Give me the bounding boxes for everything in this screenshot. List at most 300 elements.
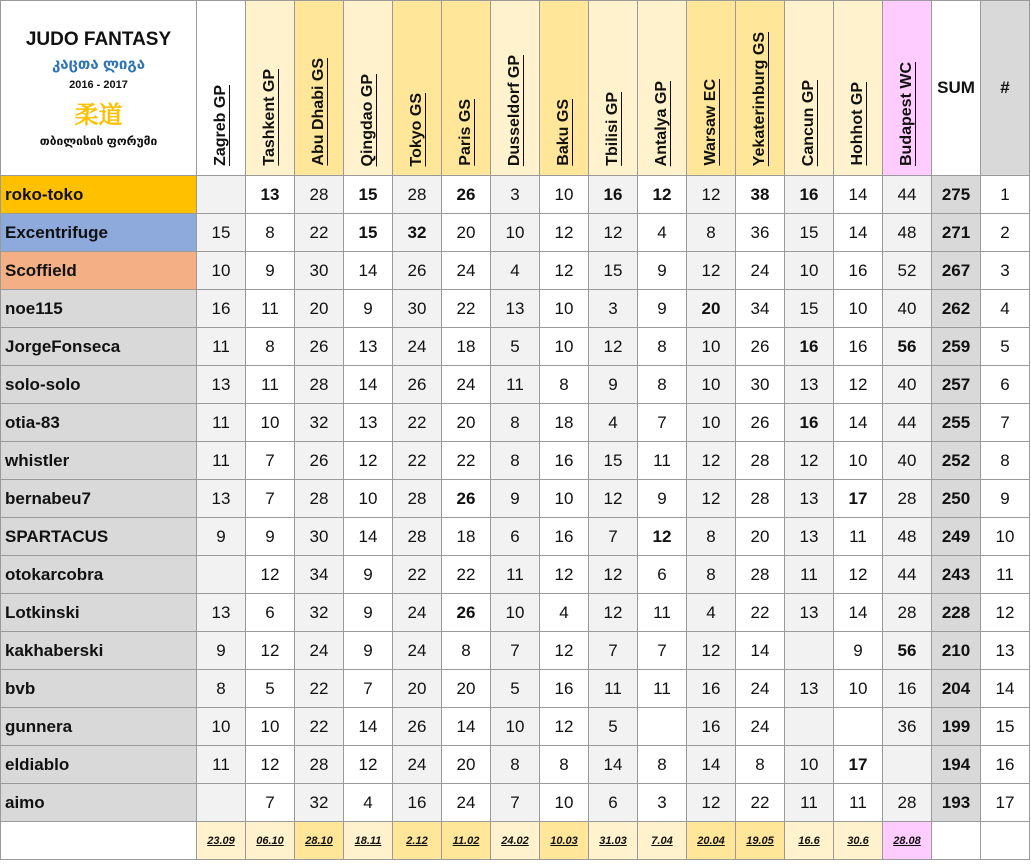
forum-label: თბილისის ფორუმი xyxy=(39,133,158,148)
score-cell: 10 xyxy=(785,252,834,290)
score-cell: 10 xyxy=(834,290,883,328)
score-cell: 9 xyxy=(638,480,687,518)
score-cell: 14 xyxy=(589,746,638,784)
score-cell: 14 xyxy=(344,708,393,746)
score-cell: 44 xyxy=(883,556,932,594)
score-cell: 10 xyxy=(540,176,589,214)
rank-cell: 17 xyxy=(981,784,1030,822)
table-row xyxy=(1,746,1030,784)
event-date: 16.6 xyxy=(785,822,834,860)
sum-cell: 243 xyxy=(932,556,981,594)
score-cell: 12 xyxy=(687,632,736,670)
score-cell: 28 xyxy=(736,556,785,594)
score-cell: 8 xyxy=(638,366,687,404)
score-cell: 16 xyxy=(540,670,589,708)
event-name: Cancun GP xyxy=(800,79,817,166)
score-cell: 30 xyxy=(736,366,785,404)
score-cell: 48 xyxy=(883,214,932,252)
score-cell: 7 xyxy=(589,632,638,670)
score-cell: 26 xyxy=(442,594,491,632)
event-header-5 xyxy=(442,1,491,176)
score-cell: 9 xyxy=(344,556,393,594)
score-cell: 6 xyxy=(589,784,638,822)
event-date: 28.08 xyxy=(883,822,932,860)
score-cell xyxy=(197,556,246,594)
score-cell: 7 xyxy=(638,632,687,670)
score-cell: 13 xyxy=(785,594,834,632)
score-cell xyxy=(785,708,834,746)
score-cell: 40 xyxy=(883,290,932,328)
score-cell: 10 xyxy=(246,404,295,442)
score-cell: 12 xyxy=(246,632,295,670)
score-cell: 9 xyxy=(491,480,540,518)
event-header-6 xyxy=(491,1,540,176)
event-header-7 xyxy=(540,1,589,176)
score-cell: 8 xyxy=(687,214,736,252)
score-cell: 26 xyxy=(442,480,491,518)
rank-cell: 10 xyxy=(981,518,1030,556)
table-row xyxy=(1,328,1030,366)
event-name: Budapest WC xyxy=(898,62,915,166)
score-cell: 14 xyxy=(834,214,883,252)
score-cell: 7 xyxy=(491,784,540,822)
sum-cell: 228 xyxy=(932,594,981,632)
sum-cell: 250 xyxy=(932,480,981,518)
score-cell: 14 xyxy=(344,366,393,404)
score-cell: 12 xyxy=(589,594,638,632)
score-cell: 32 xyxy=(295,594,344,632)
score-cell: 26 xyxy=(442,176,491,214)
player-name: noe115 xyxy=(1,290,197,328)
score-cell: 36 xyxy=(736,214,785,252)
player-name: eldiablo xyxy=(1,746,197,784)
score-cell: 4 xyxy=(344,784,393,822)
player-name: aimo xyxy=(1,784,197,822)
rank-cell: 2 xyxy=(981,214,1030,252)
score-cell: 11 xyxy=(491,556,540,594)
event-header-3 xyxy=(344,1,393,176)
score-cell: 10 xyxy=(246,708,295,746)
score-cell: 9 xyxy=(589,366,638,404)
score-cell: 11 xyxy=(197,328,246,366)
score-cell: 12 xyxy=(785,442,834,480)
score-cell: 40 xyxy=(883,442,932,480)
score-cell: 12 xyxy=(540,252,589,290)
score-cell: 11 xyxy=(638,670,687,708)
score-cell: 13 xyxy=(785,366,834,404)
table-row xyxy=(1,176,1030,214)
title-cell xyxy=(1,1,197,176)
score-cell: 26 xyxy=(736,328,785,366)
player-name: JorgeFonseca xyxy=(1,328,197,366)
event-header-13 xyxy=(834,1,883,176)
score-cell: 28 xyxy=(736,442,785,480)
score-cell: 26 xyxy=(295,328,344,366)
event-header-8 xyxy=(589,1,638,176)
player-name: Scoffield xyxy=(1,252,197,290)
score-cell: 9 xyxy=(246,518,295,556)
rank-header: # xyxy=(981,1,1030,176)
score-cell: 13 xyxy=(785,670,834,708)
score-cell: 12 xyxy=(540,708,589,746)
sum-cell: 194 xyxy=(932,746,981,784)
score-cell xyxy=(638,708,687,746)
score-cell: 7 xyxy=(589,518,638,556)
score-cell: 12 xyxy=(589,328,638,366)
table-row xyxy=(1,708,1030,746)
rank-cell: 8 xyxy=(981,442,1030,480)
player-name: SPARTACUS xyxy=(1,518,197,556)
sum-cell: 262 xyxy=(932,290,981,328)
score-cell: 20 xyxy=(442,746,491,784)
score-cell: 52 xyxy=(883,252,932,290)
event-name: Dusseldorf GP xyxy=(506,54,523,166)
event-header-14 xyxy=(883,1,932,176)
event-date: 28.10 xyxy=(295,822,344,860)
score-cell: 12 xyxy=(540,632,589,670)
score-cell: 16 xyxy=(540,518,589,556)
score-cell: 28 xyxy=(295,176,344,214)
score-cell: 12 xyxy=(589,214,638,252)
event-date: 20.04 xyxy=(687,822,736,860)
score-cell: 7 xyxy=(638,404,687,442)
score-cell: 32 xyxy=(295,404,344,442)
score-cell: 8 xyxy=(197,670,246,708)
score-cell: 10 xyxy=(834,670,883,708)
score-cell: 11 xyxy=(197,442,246,480)
score-cell: 16 xyxy=(883,670,932,708)
table-row xyxy=(1,366,1030,404)
score-cell: 5 xyxy=(246,670,295,708)
score-cell: 14 xyxy=(736,632,785,670)
score-cell: 24 xyxy=(295,632,344,670)
score-cell: 15 xyxy=(589,252,638,290)
event-header-0 xyxy=(197,1,246,176)
score-cell xyxy=(197,176,246,214)
score-cell: 22 xyxy=(442,556,491,594)
score-cell: 9 xyxy=(344,290,393,328)
event-name: Tashkent GP xyxy=(261,69,278,166)
score-cell: 11 xyxy=(197,404,246,442)
score-cell: 16 xyxy=(834,252,883,290)
score-cell: 8 xyxy=(687,556,736,594)
score-cell: 22 xyxy=(393,404,442,442)
score-cell: 24 xyxy=(393,328,442,366)
score-cell: 12 xyxy=(540,214,589,252)
score-cell: 5 xyxy=(491,670,540,708)
score-cell: 5 xyxy=(589,708,638,746)
score-cell: 8 xyxy=(736,746,785,784)
event-date: 18.11 xyxy=(344,822,393,860)
player-name: whistler xyxy=(1,442,197,480)
score-cell: 28 xyxy=(393,480,442,518)
player-name: otokarcobra xyxy=(1,556,197,594)
score-cell: 3 xyxy=(589,290,638,328)
score-cell: 10 xyxy=(491,594,540,632)
sum-cell: 271 xyxy=(932,214,981,252)
score-cell xyxy=(883,746,932,784)
score-cell: 28 xyxy=(736,480,785,518)
score-cell: 20 xyxy=(442,670,491,708)
score-cell: 22 xyxy=(295,214,344,252)
event-name: Qingdao GP xyxy=(359,73,376,166)
score-cell: 9 xyxy=(638,252,687,290)
score-cell: 8 xyxy=(442,632,491,670)
table-row xyxy=(1,632,1030,670)
score-cell: 13 xyxy=(491,290,540,328)
score-cell: 13 xyxy=(246,176,295,214)
score-cell: 24 xyxy=(393,746,442,784)
score-cell: 10 xyxy=(785,746,834,784)
table-row xyxy=(1,784,1030,822)
score-cell: 28 xyxy=(883,594,932,632)
score-cell: 11 xyxy=(197,746,246,784)
score-cell: 26 xyxy=(393,708,442,746)
score-cell: 18 xyxy=(442,328,491,366)
score-cell: 13 xyxy=(197,366,246,404)
score-cell: 10 xyxy=(834,442,883,480)
score-cell: 3 xyxy=(638,784,687,822)
score-cell: 18 xyxy=(540,404,589,442)
score-cell: 14 xyxy=(834,594,883,632)
rank-cell: 14 xyxy=(981,670,1030,708)
score-cell: 12 xyxy=(687,252,736,290)
sum-cell: 267 xyxy=(932,252,981,290)
score-cell: 34 xyxy=(295,556,344,594)
score-cell: 24 xyxy=(736,670,785,708)
score-cell: 48 xyxy=(883,518,932,556)
score-cell: 11 xyxy=(834,518,883,556)
judo-kanji: 柔道 xyxy=(74,101,123,129)
score-cell: 8 xyxy=(638,746,687,784)
score-cell: 20 xyxy=(687,290,736,328)
score-cell: 4 xyxy=(540,594,589,632)
event-header-10 xyxy=(687,1,736,176)
event-header-1 xyxy=(246,1,295,176)
event-date: 7.04 xyxy=(638,822,687,860)
header-row xyxy=(1,1,1030,176)
score-cell: 6 xyxy=(491,518,540,556)
score-cell: 24 xyxy=(393,632,442,670)
sum-cell: 204 xyxy=(932,670,981,708)
score-cell: 16 xyxy=(589,176,638,214)
score-cell: 26 xyxy=(295,442,344,480)
score-cell: 6 xyxy=(246,594,295,632)
score-cell: 14 xyxy=(834,176,883,214)
score-cell: 32 xyxy=(295,784,344,822)
table-row xyxy=(1,480,1030,518)
sum-cell: 193 xyxy=(932,784,981,822)
table-row xyxy=(1,670,1030,708)
score-cell: 4 xyxy=(687,594,736,632)
event-header-4 xyxy=(393,1,442,176)
score-cell: 11 xyxy=(638,594,687,632)
event-date: 31.03 xyxy=(589,822,638,860)
score-cell: 12 xyxy=(246,746,295,784)
dates-row xyxy=(1,822,1030,860)
table-row xyxy=(1,556,1030,594)
rank-footer-spacer xyxy=(981,822,1030,860)
score-cell: 9 xyxy=(197,518,246,556)
event-name: Paris GS xyxy=(457,99,474,166)
score-cell: 4 xyxy=(491,252,540,290)
score-cell: 10 xyxy=(491,708,540,746)
score-cell: 11 xyxy=(834,784,883,822)
rank-cell: 11 xyxy=(981,556,1030,594)
player-name: gunnera xyxy=(1,708,197,746)
score-cell: 28 xyxy=(393,176,442,214)
score-cell: 30 xyxy=(295,518,344,556)
table-row xyxy=(1,442,1030,480)
sum-cell: 199 xyxy=(932,708,981,746)
score-cell: 8 xyxy=(540,366,589,404)
table-row xyxy=(1,290,1030,328)
score-cell: 22 xyxy=(736,784,785,822)
app-title: JUDO FANTASY xyxy=(25,28,172,50)
score-cell: 6 xyxy=(638,556,687,594)
score-cell: 4 xyxy=(589,404,638,442)
score-cell: 22 xyxy=(442,442,491,480)
score-cell: 12 xyxy=(540,556,589,594)
score-cell: 10 xyxy=(540,784,589,822)
event-date: 06.10 xyxy=(246,822,295,860)
score-cell: 11 xyxy=(638,442,687,480)
score-cell: 32 xyxy=(393,214,442,252)
event-name: Warsaw EC xyxy=(702,79,719,166)
table-row xyxy=(1,252,1030,290)
score-cell: 3 xyxy=(491,176,540,214)
score-cell: 16 xyxy=(540,442,589,480)
score-cell: 10 xyxy=(540,328,589,366)
score-cell: 7 xyxy=(491,632,540,670)
score-cell: 14 xyxy=(442,708,491,746)
event-header-11 xyxy=(736,1,785,176)
event-date: 30.6 xyxy=(834,822,883,860)
score-cell: 12 xyxy=(638,176,687,214)
score-cell: 9 xyxy=(197,632,246,670)
score-cell: 14 xyxy=(344,252,393,290)
event-name: Tbilisi GP xyxy=(604,92,621,166)
score-cell: 14 xyxy=(834,404,883,442)
score-cell: 8 xyxy=(491,746,540,784)
score-cell xyxy=(197,784,246,822)
score-cell: 20 xyxy=(442,214,491,252)
score-cell: 56 xyxy=(883,328,932,366)
player-name: bernabeu7 xyxy=(1,480,197,518)
score-cell: 8 xyxy=(638,328,687,366)
event-date: 10.03 xyxy=(540,822,589,860)
event-date: 2.12 xyxy=(393,822,442,860)
score-cell: 15 xyxy=(344,214,393,252)
event-header-12 xyxy=(785,1,834,176)
rank-cell: 16 xyxy=(981,746,1030,784)
score-cell: 12 xyxy=(687,480,736,518)
event-name: Antalya GP xyxy=(653,80,670,166)
table-row xyxy=(1,214,1030,252)
event-name: Zagreb GP xyxy=(212,85,229,166)
sum-header: SUM xyxy=(932,1,981,176)
score-cell: 9 xyxy=(834,632,883,670)
score-cell: 15 xyxy=(785,214,834,252)
score-cell: 15 xyxy=(785,290,834,328)
score-cell: 16 xyxy=(785,404,834,442)
score-cell: 20 xyxy=(295,290,344,328)
score-cell: 26 xyxy=(736,404,785,442)
sum-cell: 249 xyxy=(932,518,981,556)
score-cell: 15 xyxy=(197,214,246,252)
score-cell: 44 xyxy=(883,404,932,442)
score-cell: 8 xyxy=(491,404,540,442)
score-cell: 7 xyxy=(246,784,295,822)
sum-footer-spacer xyxy=(932,822,981,860)
rank-cell: 9 xyxy=(981,480,1030,518)
player-name: bvb xyxy=(1,670,197,708)
event-header-2 xyxy=(295,1,344,176)
event-date: 11.02 xyxy=(442,822,491,860)
score-cell: 13 xyxy=(197,480,246,518)
table-row xyxy=(1,518,1030,556)
event-date: 24.02 xyxy=(491,822,540,860)
score-cell: 8 xyxy=(246,328,295,366)
event-name: Baku GS xyxy=(555,99,572,166)
score-cell: 8 xyxy=(687,518,736,556)
sum-cell: 257 xyxy=(932,366,981,404)
score-cell: 40 xyxy=(883,366,932,404)
score-cell: 12 xyxy=(687,784,736,822)
score-cell: 4 xyxy=(638,214,687,252)
score-cell: 38 xyxy=(736,176,785,214)
score-cell: 22 xyxy=(736,594,785,632)
score-cell: 24 xyxy=(442,784,491,822)
score-cell: 9 xyxy=(344,632,393,670)
score-cell: 24 xyxy=(393,594,442,632)
event-name: Abu Dhabi GS xyxy=(310,58,327,166)
score-cell xyxy=(785,632,834,670)
score-cell: 10 xyxy=(687,328,736,366)
score-cell: 22 xyxy=(295,670,344,708)
player-name: roko-toko xyxy=(1,176,197,214)
score-cell: 12 xyxy=(687,176,736,214)
score-cell: 16 xyxy=(834,328,883,366)
score-cell: 10 xyxy=(197,708,246,746)
score-cell: 16 xyxy=(785,328,834,366)
score-cell: 28 xyxy=(295,480,344,518)
score-cell: 10 xyxy=(540,480,589,518)
score-cell: 34 xyxy=(736,290,785,328)
score-cell: 28 xyxy=(393,518,442,556)
score-cell: 10 xyxy=(491,214,540,252)
score-cell: 15 xyxy=(589,442,638,480)
score-cell: 24 xyxy=(736,252,785,290)
score-cell: 12 xyxy=(589,480,638,518)
rank-cell: 3 xyxy=(981,252,1030,290)
score-cell: 36 xyxy=(883,708,932,746)
score-cell: 8 xyxy=(491,442,540,480)
score-cell: 26 xyxy=(393,252,442,290)
score-cell: 13 xyxy=(785,518,834,556)
score-cell: 12 xyxy=(344,746,393,784)
player-name: kakhaberski xyxy=(1,632,197,670)
score-cell: 11 xyxy=(785,784,834,822)
score-cell: 28 xyxy=(883,784,932,822)
event-date: 23.09 xyxy=(197,822,246,860)
league-label: კაცთა ლიგა xyxy=(51,55,146,73)
score-cell: 5 xyxy=(491,328,540,366)
score-cell: 16 xyxy=(393,784,442,822)
score-cell: 12 xyxy=(246,556,295,594)
rank-cell: 6 xyxy=(981,366,1030,404)
score-cell: 14 xyxy=(687,746,736,784)
